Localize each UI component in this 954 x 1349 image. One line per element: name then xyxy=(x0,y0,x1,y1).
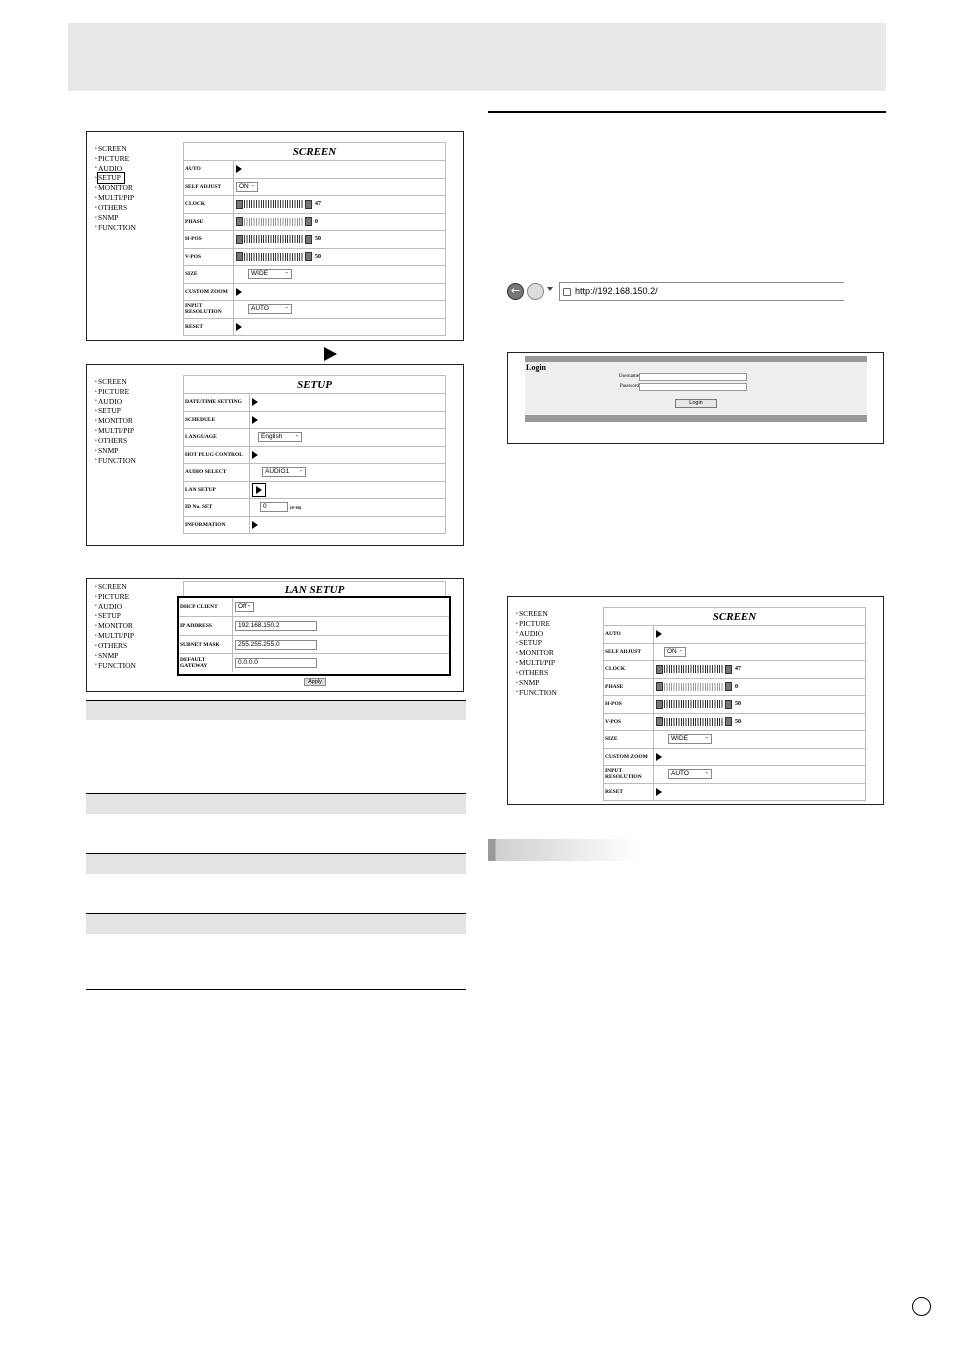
menu-item-picture[interactable]: • PICTURE xyxy=(95,592,136,602)
login-bottom-bar xyxy=(525,415,867,422)
hpos-label: H-POS xyxy=(184,231,234,248)
menu-item-function[interactable]: • FUNCTION xyxy=(95,661,136,671)
datetime-label: DATE/TIME SETTING xyxy=(184,394,250,411)
menu-item-screen[interactable]: • SCREEN xyxy=(95,144,136,154)
menu-item-monitor[interactable]: • MONITOR xyxy=(95,621,136,631)
menu-item-others[interactable]: • OTHERS xyxy=(516,668,557,678)
clock-slider[interactable] xyxy=(244,200,304,208)
table-header-row xyxy=(86,853,466,874)
size-select[interactable]: WIDE - xyxy=(248,269,292,279)
history-dropdown-icon[interactable] xyxy=(547,287,553,291)
subnet-input[interactable]: 255.255.255.0 xyxy=(235,640,317,650)
size-label: SIZE xyxy=(184,266,234,283)
lan-setup-label: LAN SETUP xyxy=(184,482,250,499)
login-figure xyxy=(507,352,884,444)
hot-plug-arrow-icon[interactable] xyxy=(252,451,258,459)
language-label: LANGUAGE xyxy=(184,429,250,446)
size-select[interactable]: WIDE - xyxy=(668,734,712,744)
menu-item-function[interactable]: • FUNCTION xyxy=(95,223,136,233)
side-menu xyxy=(95,377,136,465)
auto-label: AUTO xyxy=(604,626,654,643)
slider-left-icon[interactable] xyxy=(236,252,243,261)
menu-item-multipip[interactable]: • MULTI/PIP xyxy=(95,193,136,203)
menu-item-others[interactable]: • OTHERS xyxy=(95,641,136,651)
ip-label: IP ADDRESS xyxy=(179,617,233,635)
vpos-slider[interactable] xyxy=(244,253,304,261)
slider-left-icon[interactable] xyxy=(236,200,243,209)
slider-left-icon[interactable] xyxy=(236,217,243,226)
menu-item-others[interactable]: • OTHERS xyxy=(95,436,136,446)
slider-right-icon[interactable] xyxy=(725,700,732,709)
menu-item-snmp[interactable]: • SNMP xyxy=(516,678,557,688)
reset-arrow-icon[interactable] xyxy=(656,788,662,796)
slider-right-icon[interactable] xyxy=(305,252,312,261)
section-rule xyxy=(488,111,886,113)
custom-zoom-arrow-icon[interactable] xyxy=(236,288,242,296)
lan-settings-box xyxy=(177,596,451,676)
menu-item-picture[interactable]: • PICTURE xyxy=(516,619,557,629)
slider-left-icon[interactable] xyxy=(656,717,663,726)
phase-slider[interactable] xyxy=(244,218,304,226)
side-menu xyxy=(95,582,136,670)
auto-label: AUTO xyxy=(184,161,234,178)
reset-label: RESET xyxy=(604,784,654,800)
hpos-value: 50 xyxy=(315,236,321,243)
menu-item-function[interactable]: • FUNCTION xyxy=(516,688,557,698)
login-title: Login xyxy=(526,363,547,372)
vpos-label: V-POS xyxy=(604,714,654,731)
self-adjust-select[interactable]: ON - xyxy=(664,647,686,657)
schedule-arrow-icon[interactable] xyxy=(252,416,258,424)
menu-item-snmp[interactable]: • SNMP xyxy=(95,213,136,223)
menu-item-picture[interactable]: • PICTURE xyxy=(95,387,136,397)
menu-item-setup[interactable]: SETUP xyxy=(98,173,124,182)
phase-value: 0 xyxy=(315,218,318,225)
hpos-value: 50 xyxy=(735,701,741,708)
screen-panel xyxy=(183,142,446,336)
size-label: SIZE xyxy=(604,731,654,748)
screen-settings-figure xyxy=(86,131,464,341)
panel-title: LAN SETUP xyxy=(183,581,446,597)
slider-left-icon[interactable] xyxy=(236,235,243,244)
menu-item-picture[interactable]: • PICTURE xyxy=(95,154,136,164)
slider-right-icon[interactable] xyxy=(725,717,732,726)
slider-right-icon[interactable] xyxy=(725,682,732,691)
clock-label: CLOCK xyxy=(184,196,234,213)
panel-title: SCREEN xyxy=(604,608,865,626)
phase-value: 0 xyxy=(735,683,738,690)
dhcp-select[interactable]: Off - xyxy=(235,602,254,612)
input-resolution-label: INPUT RESOLUTION xyxy=(184,301,234,318)
menu-item-multipip[interactable]: • MULTI/PIP xyxy=(95,426,136,436)
side-menu xyxy=(95,144,136,232)
vpos-label: V-POS xyxy=(184,249,234,266)
browser-toolbar xyxy=(507,281,844,303)
lan-setup-arrow-icon[interactable] xyxy=(256,486,262,494)
audio-select-dropdown[interactable]: AUDIO1 - xyxy=(262,467,306,477)
input-resolution-label: INPUT RESOLUTION xyxy=(604,766,654,783)
slider-left-icon[interactable] xyxy=(656,700,663,709)
language-select[interactable]: English - xyxy=(258,432,302,442)
slider-left-icon[interactable] xyxy=(656,682,663,691)
self-adjust-label: SELF ADJUST xyxy=(604,644,654,661)
address-bar[interactable] xyxy=(559,282,844,301)
menu-item-screen[interactable]: • SCREEN xyxy=(95,582,136,592)
page-marker-icon xyxy=(912,1297,931,1316)
slider-right-icon[interactable] xyxy=(305,235,312,244)
menu-item-function[interactable]: • FUNCTION xyxy=(95,456,136,466)
ip-input[interactable]: 192.168.150.2 xyxy=(235,621,317,631)
vpos-slider[interactable] xyxy=(664,718,724,726)
audio-select-label: AUDIO SELECT xyxy=(184,464,250,481)
custom-zoom-label: CUSTOM ZOOM xyxy=(184,284,234,301)
dhcp-label: DHCP CLIENT xyxy=(179,598,233,616)
auto-arrow-icon[interactable] xyxy=(656,630,662,638)
side-menu xyxy=(516,609,557,697)
hpos-slider[interactable] xyxy=(244,235,304,243)
password-input[interactable] xyxy=(639,383,747,391)
clock-value: 47 xyxy=(315,201,321,208)
menu-item-screen[interactable]: • SCREEN xyxy=(95,377,136,387)
menu-item-monitor[interactable]: • MONITOR xyxy=(95,183,136,193)
menu-item-snmp[interactable]: • SNMP xyxy=(95,651,136,661)
panel-title: SCREEN xyxy=(184,143,445,161)
hpos-slider[interactable] xyxy=(664,700,724,708)
slider-right-icon[interactable] xyxy=(725,665,732,674)
setup-panel xyxy=(183,375,446,534)
clock-label: CLOCK xyxy=(604,661,654,678)
information-label: INFORMATION xyxy=(184,517,250,533)
page-header-band xyxy=(68,23,886,91)
table-header-row xyxy=(86,793,466,814)
lan-setup-figure xyxy=(86,578,464,692)
next-step-arrow-icon xyxy=(324,347,337,361)
menu-item-audio[interactable]: • AUDIO xyxy=(95,164,136,174)
input-resolution-select[interactable]: AUTO - xyxy=(668,769,712,779)
slider-right-icon[interactable] xyxy=(305,217,312,226)
reset-arrow-icon[interactable] xyxy=(236,323,242,331)
vpos-value: 50 xyxy=(735,718,741,725)
input-resolution-select[interactable]: AUTO - xyxy=(248,304,292,314)
schedule-label: SCHEDULE xyxy=(184,412,250,429)
id-range: (0-36) xyxy=(290,504,302,510)
self-adjust-label: SELF ADJUST xyxy=(184,179,234,196)
self-adjust-select[interactable]: ON - xyxy=(236,182,258,192)
menu-item-setup[interactable]: • SETUP xyxy=(516,638,557,648)
reset-label: RESET xyxy=(184,319,234,335)
setup-settings-figure xyxy=(86,364,464,546)
panel-title: SETUP xyxy=(184,376,445,394)
menu-item-snmp[interactable]: • SNMP xyxy=(95,446,136,456)
password-label: Password xyxy=(619,384,639,389)
subnet-label: SUBNET MASK xyxy=(179,636,233,653)
gateway-label: DEFAULT GATEWAY xyxy=(179,654,233,672)
id-input[interactable]: 0 xyxy=(260,502,288,512)
table-header-row xyxy=(86,913,466,934)
menu-item-audio[interactable]: • AUDIO xyxy=(516,629,557,639)
clock-value: 47 xyxy=(735,666,741,673)
url-text[interactable]: http://192.168.150.2/ xyxy=(575,286,658,296)
information-arrow-icon[interactable] xyxy=(252,521,258,529)
login-button[interactable]: Login xyxy=(675,399,717,408)
slider-right-icon[interactable] xyxy=(305,200,312,209)
menu-item-setup[interactable]: • SETUP xyxy=(95,406,136,416)
phase-label: PHASE xyxy=(604,679,654,696)
page-icon xyxy=(563,288,571,296)
hot-plug-label: HOT PLUG CONTROL xyxy=(184,447,250,464)
back-icon[interactable]: ← xyxy=(507,283,524,300)
apply-button[interactable]: Apply xyxy=(304,678,326,686)
clock-slider[interactable] xyxy=(664,665,724,673)
table-bottom-rule xyxy=(86,989,466,990)
hpos-label: H-POS xyxy=(604,696,654,713)
menu-item-setup[interactable]: • SETUP xyxy=(95,611,136,621)
table-header-row xyxy=(86,700,466,720)
id-label: ID No. SET xyxy=(184,499,250,516)
tips-heading-bar xyxy=(488,839,638,861)
screen-panel xyxy=(603,607,866,801)
username-input[interactable] xyxy=(639,373,747,381)
lan-setup-highlight[interactable] xyxy=(252,483,266,497)
menu-item-multipip[interactable]: • MULTI/PIP xyxy=(95,631,136,641)
phase-label: PHASE xyxy=(184,214,234,231)
auto-arrow-icon[interactable] xyxy=(236,165,242,173)
login-panel xyxy=(525,362,867,415)
menu-item-screen[interactable]: • SCREEN xyxy=(516,609,557,619)
username-label: Username xyxy=(618,374,639,379)
gateway-input[interactable]: 0.0.0.0 xyxy=(235,658,317,668)
forward-icon[interactable] xyxy=(527,283,544,300)
menu-item-monitor[interactable]: • MONITOR xyxy=(95,416,136,426)
custom-zoom-label: CUSTOM ZOOM xyxy=(604,749,654,766)
menu-item-monitor[interactable]: • MONITOR xyxy=(516,648,557,658)
menu-item-multipip[interactable]: • MULTI/PIP xyxy=(516,658,557,668)
custom-zoom-arrow-icon[interactable] xyxy=(656,753,662,761)
datetime-arrow-icon[interactable] xyxy=(252,398,258,406)
screen-settings-figure-2 xyxy=(507,596,884,805)
slider-left-icon[interactable] xyxy=(656,665,663,674)
menu-item-others[interactable]: • OTHERS xyxy=(95,203,136,213)
menu-item-audio[interactable]: • AUDIO xyxy=(95,602,136,612)
vpos-value: 50 xyxy=(315,253,321,260)
menu-item-audio[interactable]: • AUDIO xyxy=(95,397,136,407)
phase-slider[interactable] xyxy=(664,683,724,691)
